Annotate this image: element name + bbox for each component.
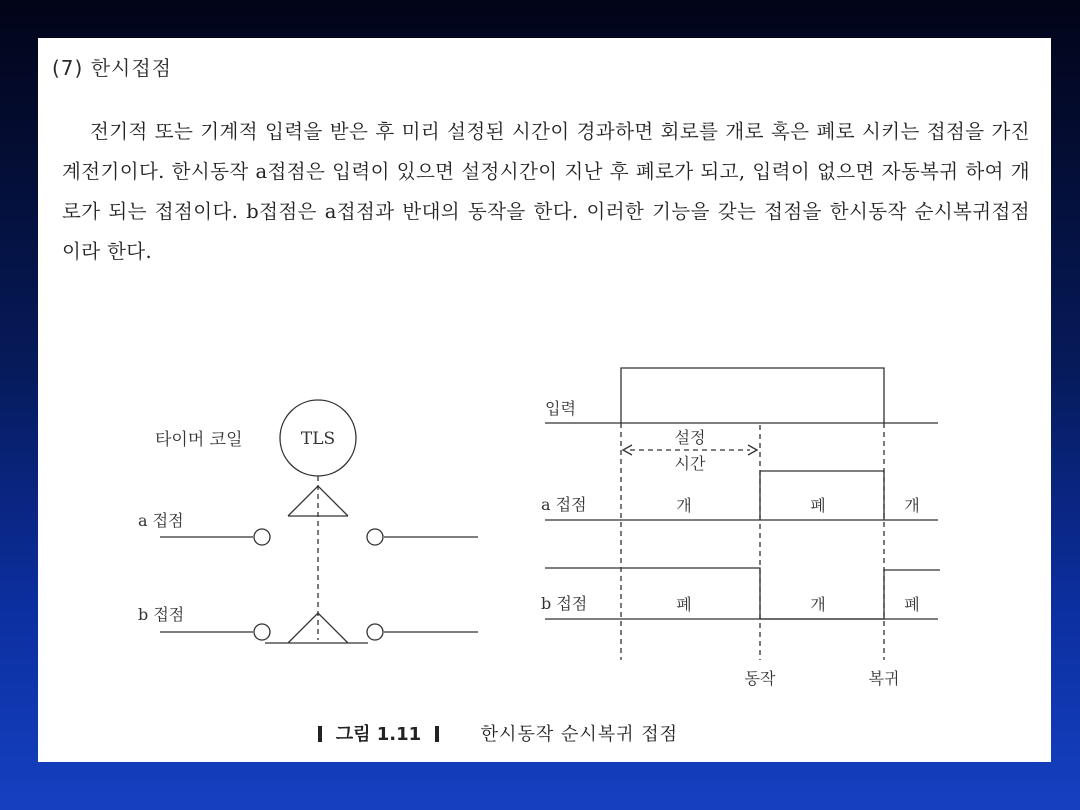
set-time-label-2: 시간 <box>674 454 706 473</box>
a-state-1: 개 <box>676 496 692 515</box>
a-contact-right-terminal <box>367 529 383 545</box>
timing-a-label: a 접점 <box>541 495 587 514</box>
a-state-3: 개 <box>904 496 920 515</box>
timing-chart <box>545 368 940 660</box>
caption-bar-right <box>435 726 439 742</box>
caption-bar-left <box>318 726 322 742</box>
b-waveform <box>545 568 940 619</box>
figure-number: 그림 1.11 <box>335 724 422 745</box>
coil-text: TLS <box>300 429 336 449</box>
b-contact-right-terminal <box>367 624 383 640</box>
b-state-2: 개 <box>810 595 826 614</box>
input-label: 입력 <box>545 399 576 418</box>
b-contact-label: b 접점 <box>138 605 185 624</box>
body-paragraph: 전기적 또는 기계적 입력을 받은 후 미리 설정된 시간이 경과하면 회로를 개로 혹은 폐로 시키는 접점을 가진 계전기이다. 한시동작 a접점은 입력이 있으면 설정시간이 지난 후 폐로가 되고, 입력이 없으면 자동복귀 하여 개로가 되는 접점이다. b접점은 a접점과 반대의 동작을 한다. 이러한 기능을 갖는 접점을 한시동작 순시복귀접점이라 한다. <box>62 120 1030 263</box>
figure-caption <box>318 720 678 746</box>
input-pulse <box>621 368 884 423</box>
a-state-2: 폐 <box>810 496 826 515</box>
set-time-label-1: 설정 <box>674 428 706 447</box>
operate-label: 동작 <box>744 669 776 688</box>
a-contact-triangle <box>288 486 348 516</box>
a-contact-label: a 접점 <box>138 511 184 530</box>
section-heading: (7) 한시접점 <box>52 56 172 80</box>
timing-b-label: b 접점 <box>541 594 588 613</box>
b-contact-left-terminal <box>254 624 270 640</box>
timer-coil-label: 타이머 코일 <box>155 430 243 450</box>
caption-title: 한시동작 순시복귀 접점 <box>480 724 678 745</box>
b-state-3: 폐 <box>904 595 920 614</box>
b-state-1: 폐 <box>676 595 692 614</box>
a-contact-left-terminal <box>254 529 270 545</box>
reset-label: 복귀 <box>868 669 900 688</box>
